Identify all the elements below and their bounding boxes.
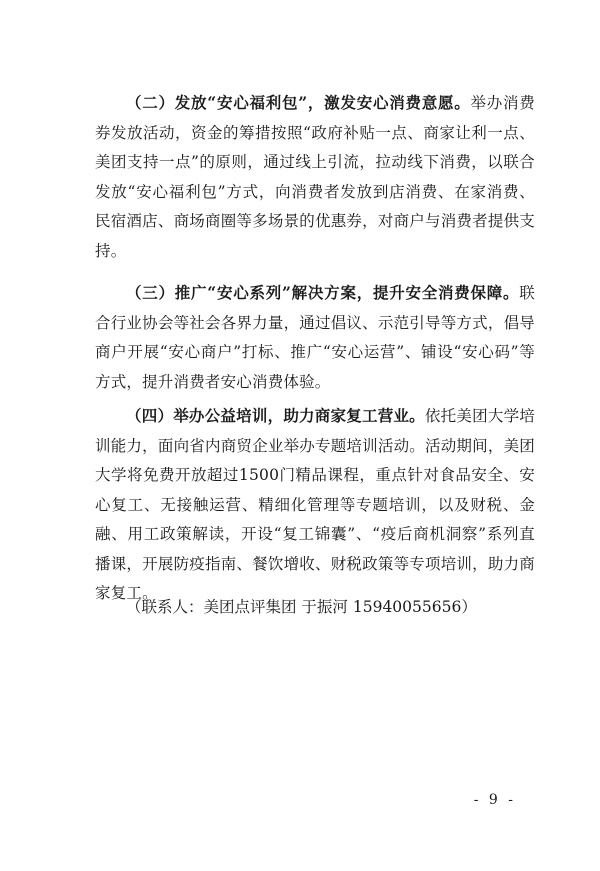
paragraph-safety-solutions	[95, 278, 535, 397]
section-body-4: 依托美团大学培训能力，面向省内商贸企业举办专题培训活动。活动期间，美团大学将免费开放超过1500门精品课程，重点针对食品安全、安心复工、无接触运营、精细化管理等专题培训，以及财税、金融、用工政策解读，开设“复工锦囊”、“疫后商机洞察”系列直播课，开展防疫指南、餐饮增收、财税政策等专项培训，助力商家复工。	[95, 407, 535, 602]
paragraph-consumption-vouchers	[95, 88, 535, 266]
paragraph-public-training	[95, 401, 535, 609]
section-heading-2: （二）发放“安心福利包”，激发安心消费意愿。	[126, 93, 471, 112]
section-body-3: 联合行业协会等社会各界力量，通过倡议、示范引导等方式，倡导商户开展“安心商户”打标、推广“安心运营”、铺设“安心码”等方式，提升消费者安心消费体验。	[95, 284, 535, 391]
section-body-2: 举办消费券发放活动，资金的筹措按照“政府补贴一点、商家让利一点、美团支持一点”的原则，通过线上引流，拉动线下消费，以联合发放“安心福利包”方式，向消费者发放到店消费、在家消费、民宿酒店、商场商圈等多场景的优惠券，对商户与消费者提供支持。	[95, 94, 535, 260]
section-heading-3: （三）推广“安心系列”解决方案，提升安全消费保障。	[126, 283, 520, 302]
page-number: - 9 -	[473, 792, 516, 808]
document-body	[95, 88, 535, 609]
contact-line: （联系人：美团点评集团 于振河 15940055656）	[126, 598, 477, 616]
section-heading-4: （四）举办公益培训，助力商家复工营业。	[126, 406, 425, 425]
